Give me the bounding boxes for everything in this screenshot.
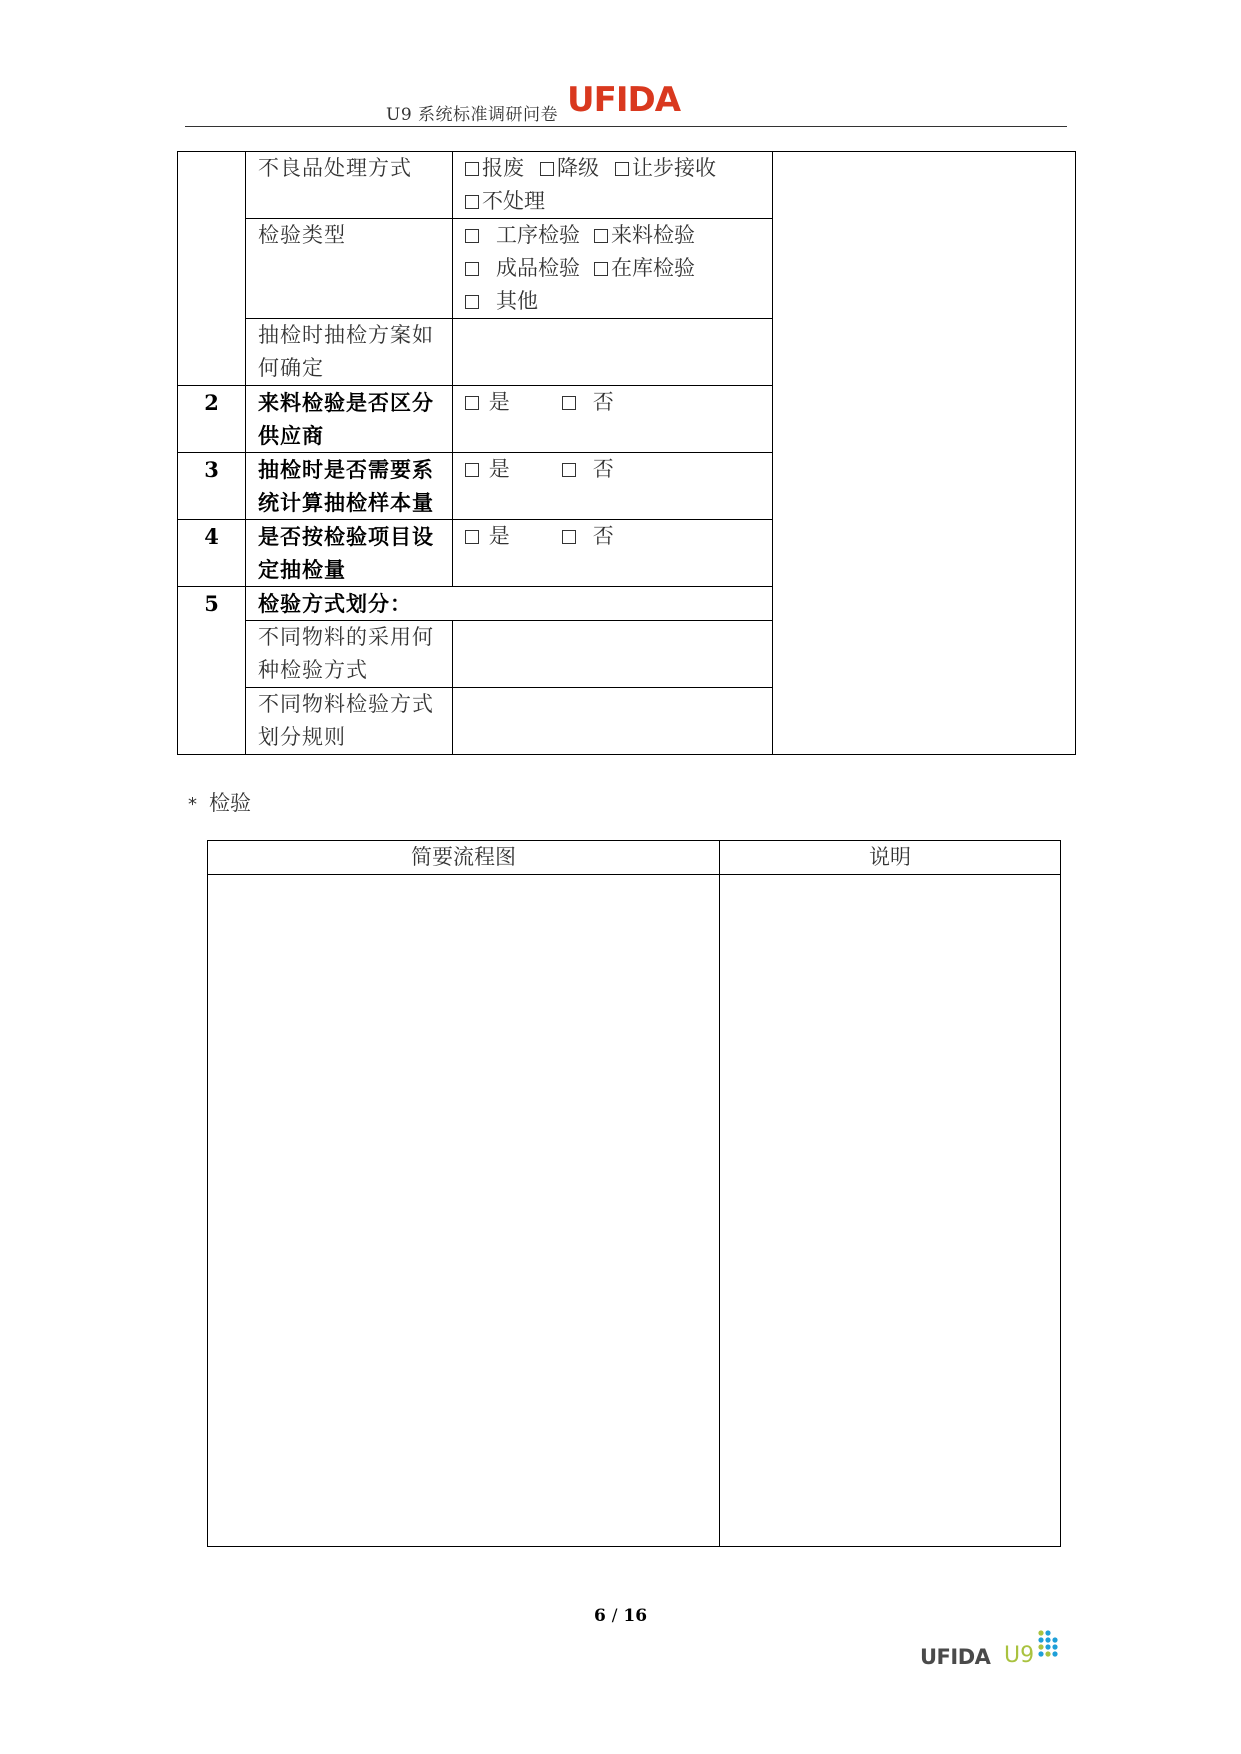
page-number [0,1606,1241,1626]
checkbox[interactable] [465,530,479,544]
table-header-row [208,841,1061,875]
question-cell: 是否按检验项目设定抽检量 [246,520,453,587]
remarks-cell[interactable] [773,152,1076,755]
page-current: 6 [593,1606,606,1626]
options-cell [453,453,773,520]
description-header: 说明 [720,841,1061,875]
checkbox[interactable] [562,530,576,544]
question-cell: 来料检验是否区分供应商 [246,386,453,453]
logo-dot [1038,1637,1043,1642]
checkbox[interactable] [465,463,479,477]
answer-cell[interactable] [453,319,773,386]
option-yes: 是 [488,390,510,414]
logo-dot [1045,1651,1050,1656]
option-no: 否 [592,524,614,548]
section-title: 检验 [209,791,251,815]
checkbox[interactable] [465,396,479,410]
question-cell: 检验类型 [246,219,453,319]
logo-dot [1045,1637,1050,1642]
options-cell [453,520,773,587]
flow-table [207,840,1061,1547]
section-heading [188,787,251,817]
option-label: 让步接收 [632,156,716,180]
question-cell: 不良品处理方式 [246,152,453,219]
logo-dot [1052,1651,1057,1656]
option-label: 报废 [482,156,524,180]
bullet-star: * [188,794,197,815]
checkbox[interactable] [465,162,479,176]
option-label: 不处理 [482,189,545,213]
row-number-cell [178,152,246,386]
option-yes: 是 [488,524,510,548]
logo-dot [1052,1637,1057,1642]
header-divider [185,126,1067,127]
option-label: 成品检验 [496,256,580,280]
document-title: U9 系统标准调研问卷 [386,105,559,125]
flowchart-header: 简要流程图 [208,841,720,875]
options-cell [453,152,773,219]
table-row [178,152,1076,219]
logo-dot [1038,1644,1043,1649]
row-number: 4 [178,520,246,587]
checkbox[interactable] [465,262,479,276]
logo-product: U9 [1004,1643,1035,1668]
checkbox[interactable] [594,229,608,243]
options-cell [453,386,773,453]
option-label: 其他 [496,289,538,313]
ufida-u9-logo [920,1629,1070,1669]
logo-dot [1045,1630,1050,1635]
row-number: 5 [178,587,246,755]
question-cell: 抽检时抽检方案如何确定 [246,319,453,386]
checkbox[interactable] [615,162,629,176]
question-cell: 抽检时是否需要系统计算抽检样本量 [246,453,453,520]
logo-dot [1052,1644,1057,1649]
option-label: 来料检验 [611,223,695,247]
option-label: 在库检验 [611,256,695,280]
checkbox[interactable] [594,262,608,276]
row-number: 2 [178,386,246,453]
table-row [208,875,1061,1547]
question-cell: 不同物料检验方式划分规则 [246,688,453,755]
checkbox[interactable] [540,162,554,176]
dots-icon [1033,1629,1063,1665]
question-cell: 不同物料的采用何种检验方式 [246,621,453,688]
option-yes: 是 [488,457,510,481]
answer-cell[interactable] [453,621,773,688]
ufida-logo: UFIDA [567,80,681,120]
checkbox[interactable] [465,229,479,243]
option-label: 降级 [557,156,599,180]
checkbox[interactable] [562,463,576,477]
flowchart-cell[interactable] [208,875,720,1547]
row-number: 3 [178,453,246,520]
section-question-cell: 检验方式划分： [246,587,773,621]
options-cell [453,219,773,319]
page-separator: / [611,1606,618,1626]
page-total: 16 [623,1606,648,1626]
logo-dot [1038,1651,1043,1656]
description-cell[interactable] [720,875,1061,1547]
checkbox[interactable] [465,195,479,209]
logo-dot [1045,1644,1050,1649]
option-label: 工序检验 [496,223,580,247]
survey-table [177,151,1076,755]
logo-word: UFIDA [920,1645,991,1669]
option-no: 否 [592,457,614,481]
option-no: 否 [592,390,614,414]
answer-cell[interactable] [453,688,773,755]
logo-dot [1038,1630,1043,1635]
checkbox[interactable] [465,295,479,309]
checkbox[interactable] [562,396,576,410]
